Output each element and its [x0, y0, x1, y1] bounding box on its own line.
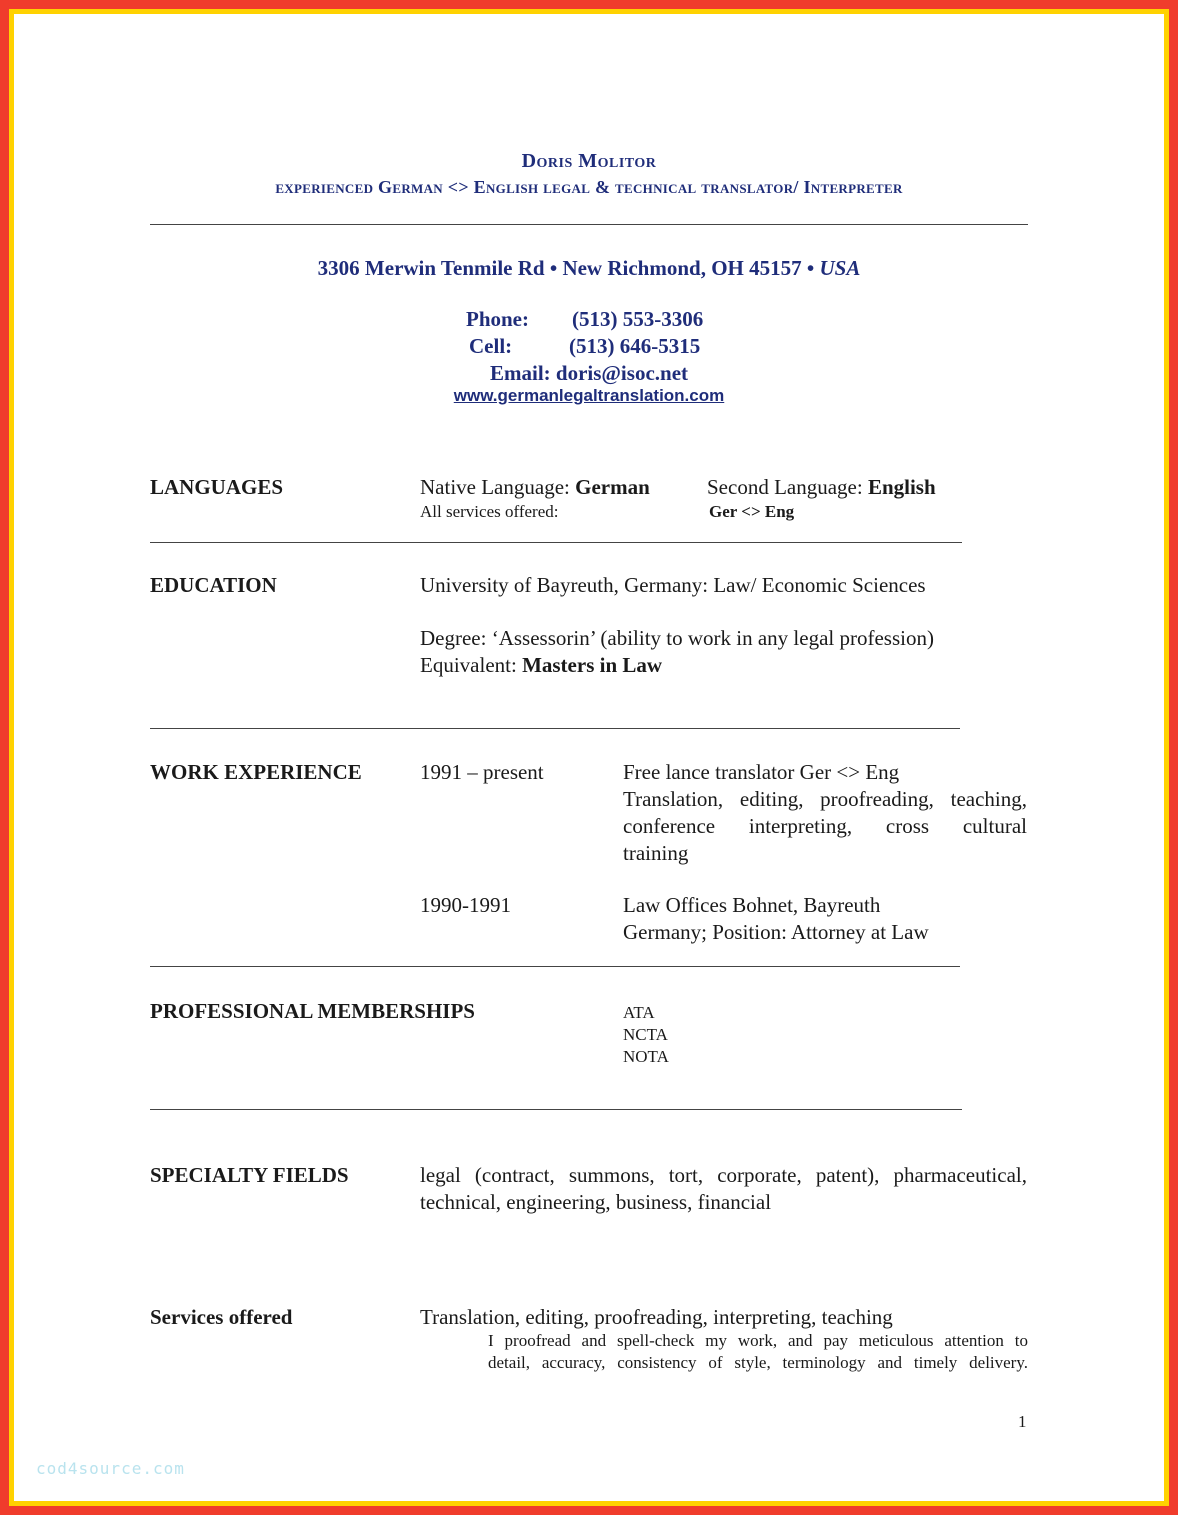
- header-divider: [150, 224, 1028, 225]
- equivalent-label: Equivalent:: [420, 653, 523, 677]
- education-heading: EDUCATION: [150, 573, 277, 597]
- services-offered-heading: Services offered: [150, 1305, 293, 1329]
- applicant-name: Doris Molitor: [521, 150, 657, 172]
- specialty-fields-heading: SPECIALTY FIELDS: [150, 1163, 349, 1187]
- section-divider: [150, 966, 960, 967]
- section-divider: [150, 542, 962, 543]
- second-language-label: Second Language:: [707, 475, 868, 499]
- degree: Degree: ‘Assessorin’ (ability to work in any legal profession): [420, 626, 934, 650]
- watermark: cod4source.com: [36, 1459, 185, 1478]
- phone-number: (513) 553-3306: [572, 307, 704, 331]
- second-language: [707, 475, 936, 500]
- membership-item: NCTA: [623, 1025, 668, 1044]
- job-line: Translation, editing, proofreading, teaching,: [623, 787, 1027, 811]
- phone-label: Phone:: [466, 307, 529, 331]
- services-detail-line: I proofread and spell-check my work, and pay meticulous attention to: [488, 1331, 1028, 1350]
- second-language-value: English: [867, 475, 936, 499]
- job-period: 1990-1991: [420, 893, 511, 917]
- job-line: conference interpreting, cross cultural: [623, 814, 1027, 838]
- page-number: 1: [1018, 1412, 1027, 1431]
- membership-item: NOTA: [623, 1047, 669, 1066]
- email: Email: doris@isoc.net: [489, 361, 689, 385]
- job-line: Law Offices Bohnet, Bayreuth: [623, 893, 881, 917]
- specialty-line: technical, engineering, business, financial: [420, 1190, 772, 1214]
- services-offered-label: All services offered:: [420, 502, 559, 521]
- cell-number: (513) 646-5315: [569, 334, 701, 358]
- applicant-title: experienced German <> English legal & technical translator/ Interpreter: [275, 177, 903, 197]
- memberships-heading: PROFESSIONAL MEMBERSHIPS: [150, 999, 475, 1023]
- address-main: 3306 Merwin Tenmile Rd • New Richmond, OH 45157 •: [317, 256, 820, 280]
- address-country: USA: [819, 256, 861, 280]
- specialty-line: legal (contract, summons, tort, corporate, patent), pharmaceutical,: [420, 1163, 1027, 1187]
- equivalent-value: Masters in Law: [522, 653, 663, 677]
- university: University of Bayreuth, Germany: Law/ Economic Sciences: [420, 573, 926, 597]
- website-link[interactable]: www.germanlegaltranslation.com: [453, 386, 725, 405]
- services-language-pair: Ger <> Eng: [709, 502, 795, 521]
- native-language-label: Native Language:: [420, 475, 576, 499]
- services-main: Translation, editing, proofreading, interpreting, teaching: [420, 1305, 893, 1329]
- services-detail-line: detail, accuracy, consistency of style, terminology and timely delivery.: [488, 1353, 1028, 1372]
- equivalent-degree: [420, 653, 662, 678]
- job-period: 1991 – present: [420, 760, 544, 784]
- section-divider: [150, 1109, 962, 1110]
- job-line: training: [623, 841, 689, 865]
- inner-border: [9, 9, 1169, 1506]
- membership-item: ATA: [623, 1003, 655, 1022]
- cell-label: Cell:: [469, 334, 513, 358]
- address: [0, 256, 1178, 281]
- native-language-value: German: [575, 475, 650, 499]
- languages-heading: LANGUAGES: [150, 475, 284, 499]
- job-line: Free lance translator Ger <> Eng: [623, 760, 900, 784]
- job-line: Germany; Position: Attorney at Law: [623, 920, 929, 944]
- work-experience-heading: WORK EXPERIENCE: [150, 760, 362, 784]
- section-divider: [150, 728, 960, 729]
- native-language: [420, 475, 650, 500]
